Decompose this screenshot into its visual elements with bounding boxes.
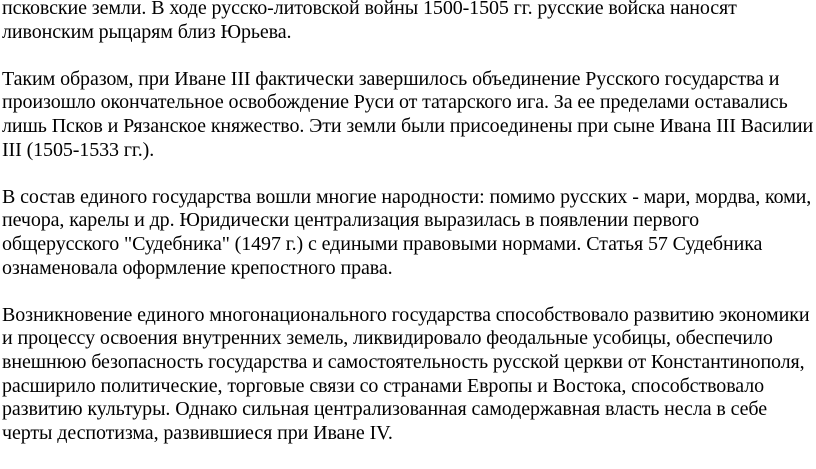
text-line: III (1505-1533 гг.). xyxy=(2,138,155,161)
text-line: ливонским рыцарям близ Юрьева. xyxy=(2,20,292,43)
paragraph-1 xyxy=(2,0,814,44)
text-line: В состав единого государства вошли многие народности: помимо русских - мари, мордва, коми, xyxy=(2,185,812,208)
text-line: Возникновение единого многонационального государства способствовало развитию экономики xyxy=(2,303,810,326)
text-line: внешнюю безопасность государства и самостоятельность русской церкви от Константинополя, xyxy=(2,350,805,373)
text-line: лишь Псков и Рязанское княжество. Эти земли были присоединены при сыне Ивана III Василии xyxy=(2,114,814,137)
text-line: общерусского "Судебника" (1497 г.) с едиными правовыми нормами. Статья 57 Судебника xyxy=(2,232,763,255)
text-line: печора, карелы и др. Юридически централизация выразилась в появлении первого xyxy=(2,209,700,232)
text-line: произошло окончательное освобождение Руси от татарского ига. За ее пределами оставались xyxy=(2,91,788,114)
text-line: Таким образом, при Иване III фактически завершилось объединение Русского государства и xyxy=(2,67,780,90)
text-line: и процессу освоения внутренних земель, ликвидировало феодальные усобицы, обеспечило xyxy=(2,327,773,350)
paragraph-4 xyxy=(2,304,814,446)
text-line: расширило политические, торговые связи со странами Европы и Востока, способствовало xyxy=(2,374,765,397)
paragraph-2 xyxy=(2,68,814,162)
text-line: черты деспотизма, развившиеся при Иване IV. xyxy=(2,421,393,444)
document-body xyxy=(2,0,814,469)
text-line: развитию культуры. Однако сильная централизованная самодержавная власть несла в себе xyxy=(2,398,768,421)
text-line: псковские земли. В ходе русско-литовской войны 1500-1505 гг. русские войска наносят xyxy=(2,0,737,19)
text-line: ознаменовала оформление крепостного права. xyxy=(2,256,393,279)
paragraph-3 xyxy=(2,186,814,280)
